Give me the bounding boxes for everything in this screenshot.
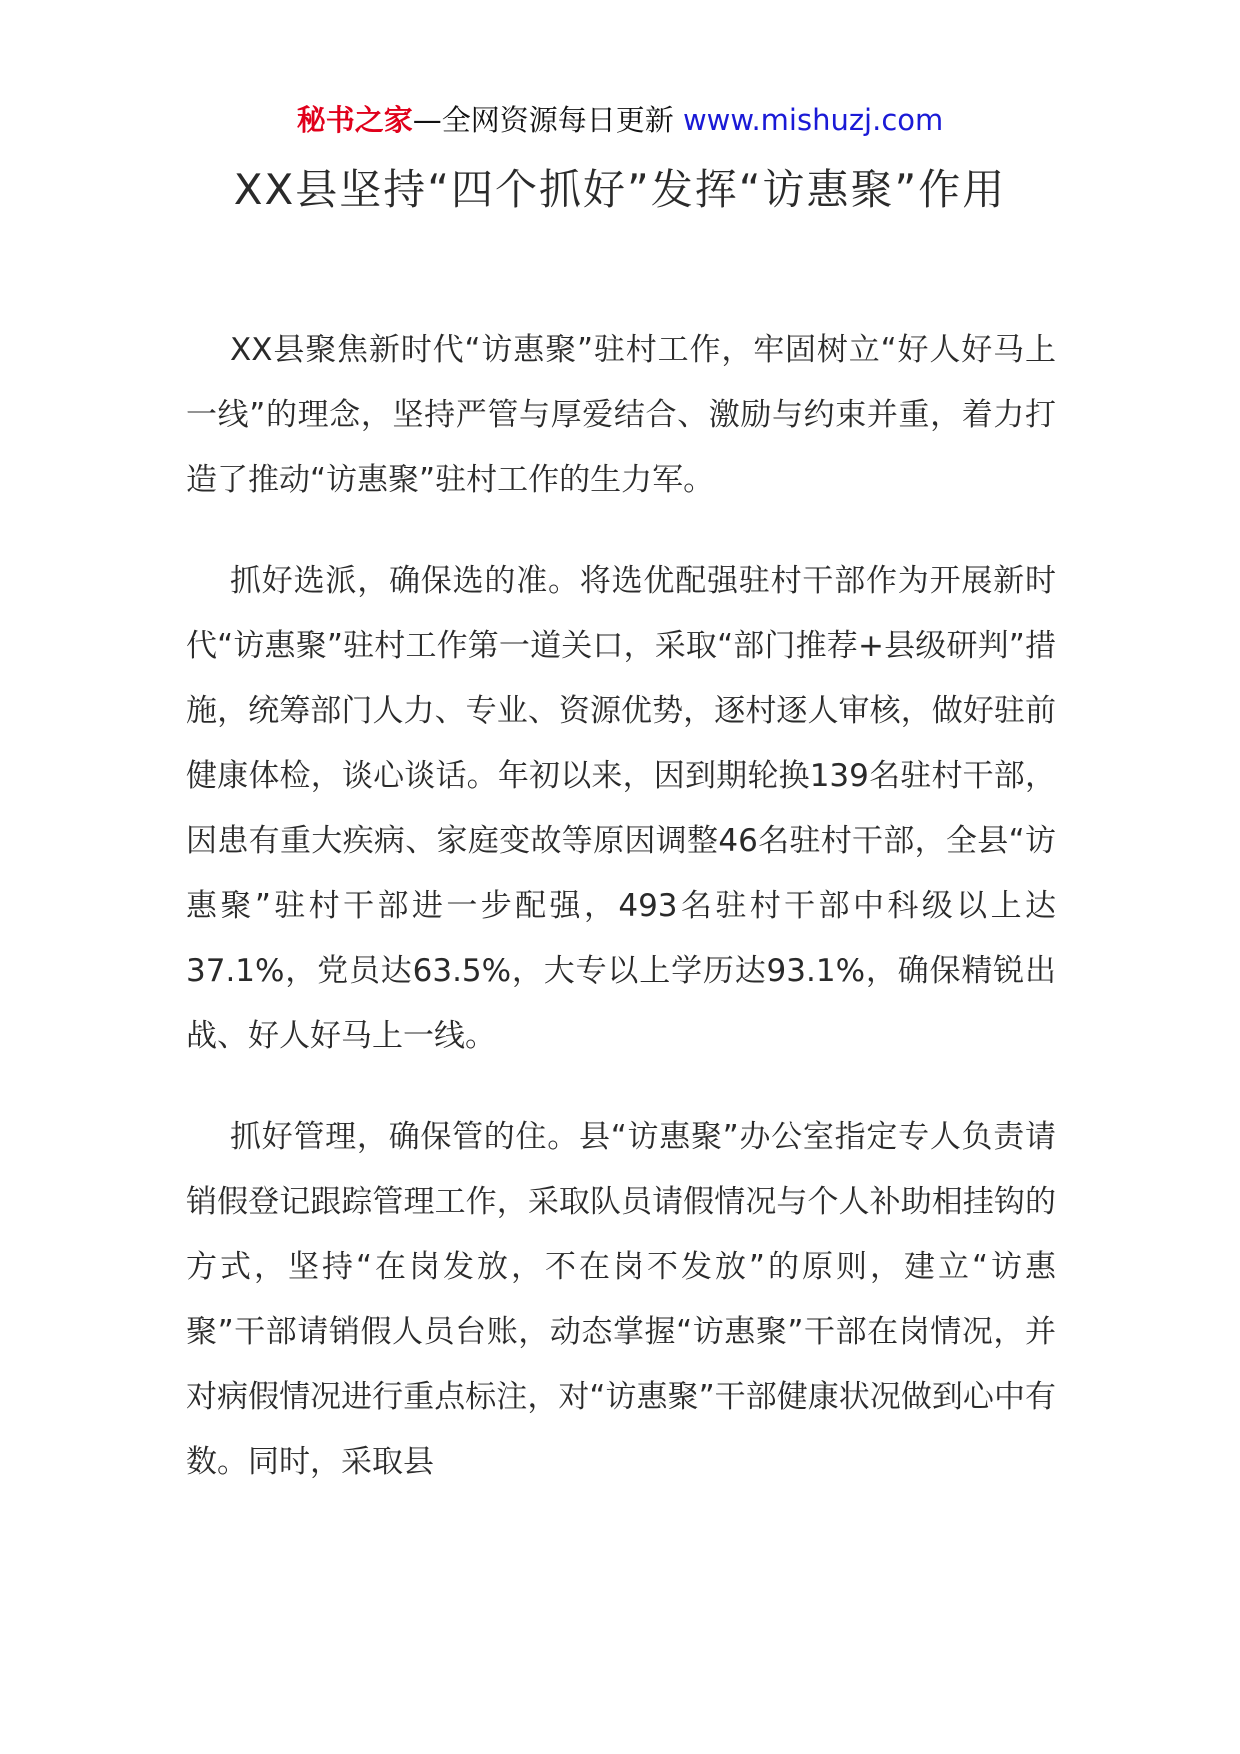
document-body: [186, 318, 1056, 1531]
paragraph-intro: XX县聚焦新时代“访惠聚”驻村工作，牢固树立“好人好马上一线”的理念，坚持严管与厚爱结合、激励与约束并重，着力打造了推动“访惠聚”驻村工作的生力军。: [186, 332, 1056, 498]
document-title: XX县坚持“四个抓好”发挥“访惠聚”作用: [233, 165, 1007, 214]
brand-name: 秘书之家: [296, 103, 413, 137]
header-slogan: —全网资源每日更新: [412, 103, 674, 137]
site-header: [0, 100, 1240, 140]
paragraph-management: 抓好管理，确保管的住。县“访惠聚”办公室指定专人负责请销假登记跟踪管理工作，采取队员请假情况与个人补助相挂钩的方式，坚持“在岗发放，不在岗不发放”的原则，建立“访惠聚”干部请销假人员台账，动态掌握“访惠聚”干部在岗情况，并对病假情况进行重点标注，对“访惠聚”干部健康状况做到心中有数。同时，采取县: [186, 1119, 1056, 1480]
site-url-link[interactable]: www.mishuzj.com: [682, 103, 944, 137]
paragraph-selection: 抓好选派，确保选的准。将选优配强驻村干部作为开展新时代“访惠聚”驻村工作第一道关口，采取“部门推荐+县级研判”措施，统筹部门人力、专业、资源优势，逐村逐人审核，做好驻前健康体检，谈心谈话。年初以来，因到期轮换139名驻村干部，因患有重大疾病、家庭变故等原因调整46名驻村干部，全县“访惠聚”驻村干部进一步配强，493名驻村干部中科级以上达37.1%，党员达63.5%，大专以上学历达93.1%，确保精锐出战、好人好马上一线。: [186, 563, 1056, 1054]
